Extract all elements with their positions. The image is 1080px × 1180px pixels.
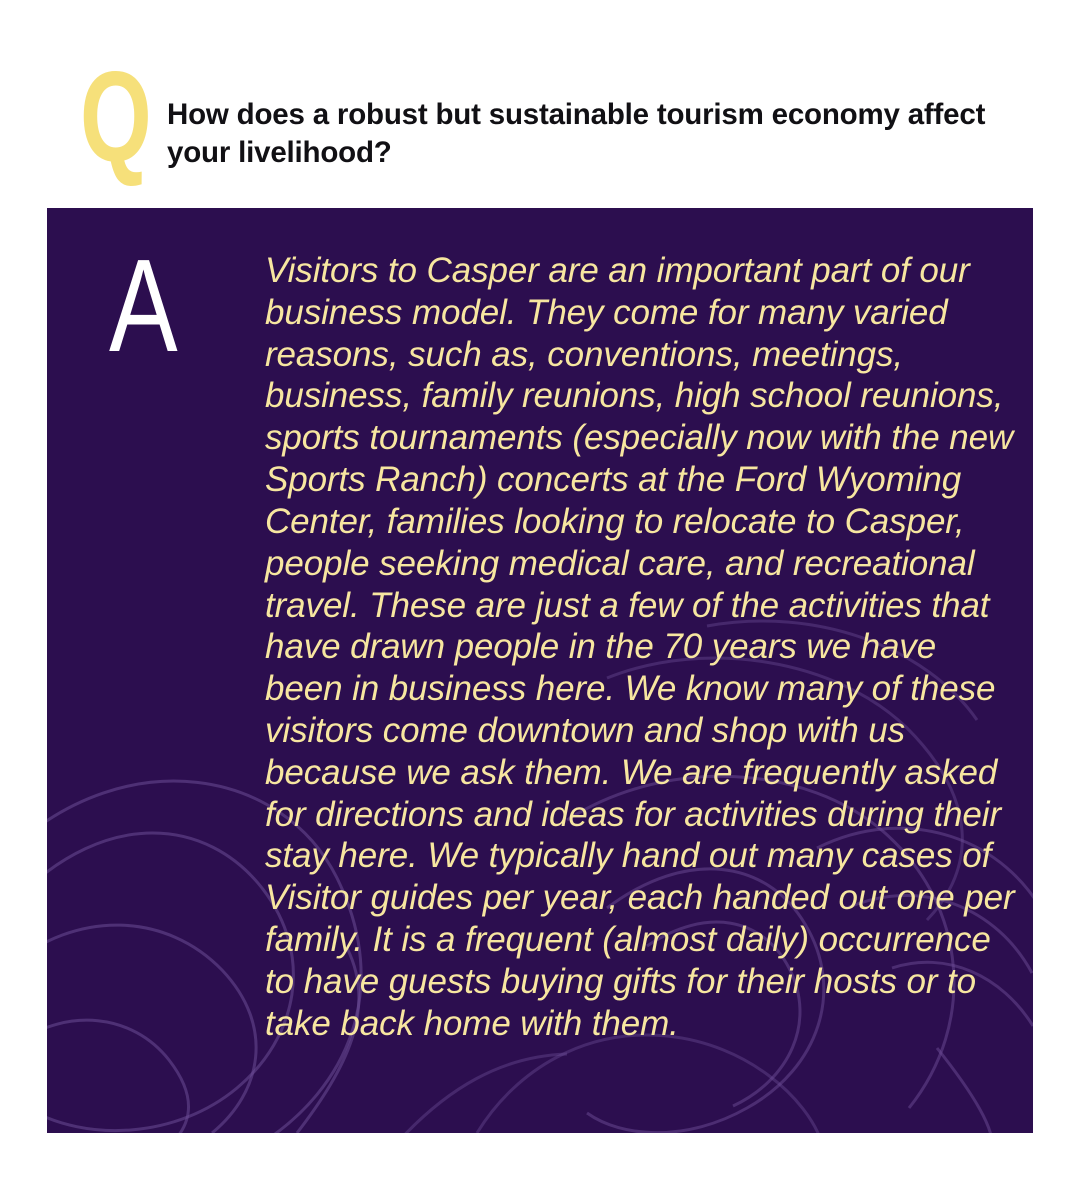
answer-content [47, 208, 1033, 1133]
answer-marker [109, 232, 269, 384]
question-letter-q: Q [80, 46, 151, 189]
answer-panel [47, 208, 1033, 1133]
answer-letter-a: A [109, 232, 178, 379]
answer-text: Visitors to Casper are an important part of our business model. They come for many varied reasons, such as, conventions, meetings, business, family reunions, high school reunions, sports tournaments (especially now with the new Sports Ranch) concerts at the Ford Wyoming Center, families looking to relocate to Casper, people seeking medical care, and recreational travel. These are just a few of the activities that have drawn people in the 70 years we have been in business here. We know many of these visitors come downtown and shop with us because we ask them. We are frequently asked for directions and ideas for activities during their stay here. We typically hand out many cases of Visitor guides per year, each handed out one per family. It is a frequent (almost daily) occurrence to have guests buying gifts for their hosts or to take back home with them. [265, 251, 1015, 1043]
question-text: How does a robust but sustainable tourism economy affect your livelihood? [167, 98, 986, 170]
question-block [47, 46, 1007, 189]
question-marker [47, 46, 157, 189]
